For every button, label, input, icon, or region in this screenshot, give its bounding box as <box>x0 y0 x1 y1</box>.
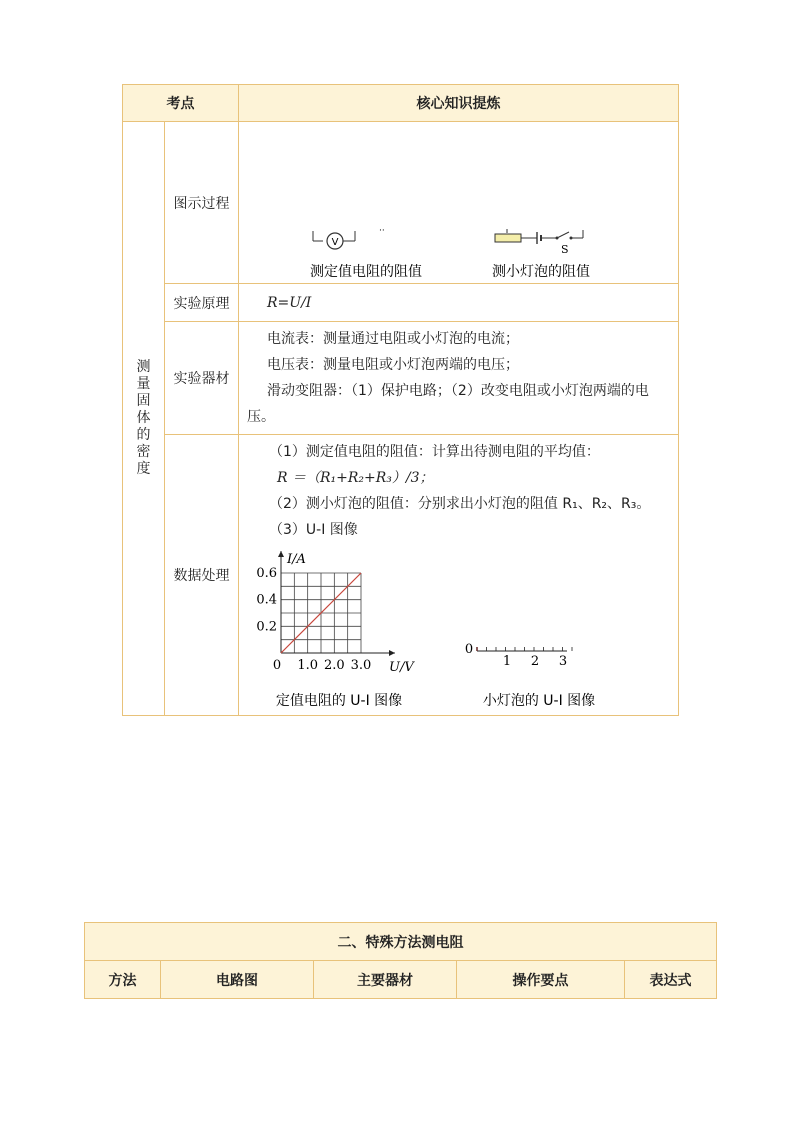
table2-title: 二、特殊方法测电阻 <box>85 923 717 961</box>
chart-caption-left: 定值电阻的 U-I 图像 <box>275 693 403 709</box>
lamp-ui-chart <box>465 642 572 669</box>
x-tick-label: 1 <box>502 654 512 669</box>
x-tick-label: 3.0 <box>350 658 372 673</box>
col-circuit: 电路图 <box>161 961 314 999</box>
process-diagram <box>239 123 677 283</box>
label-process: 图示过程 <box>165 122 239 284</box>
caption-fixed-resistor: 测定值电阻的阻值 <box>310 263 422 280</box>
principle-formula: R=U/I <box>267 294 312 311</box>
row-equipment <box>123 322 679 435</box>
row-process <box>123 122 679 284</box>
label-principle: 实验原理 <box>165 284 239 322</box>
label-equipment: 实验器材 <box>165 322 239 435</box>
x-tick-label: 0 <box>272 658 282 673</box>
x-tick-label: 1.0 <box>297 658 319 673</box>
data-line-3: （2）测小灯泡的阻值：分别求出小灯泡的阻值 R₁、R₂、R₃。 <box>269 496 651 512</box>
col-method: 方法 <box>85 961 161 999</box>
table-header-row <box>123 85 679 122</box>
data-line-4: （3）U-I 图像 <box>269 522 358 538</box>
chart-caption-right: 小灯泡的 U-I 图像 <box>482 693 596 709</box>
label-data: 数据处理 <box>165 435 239 716</box>
x-tick-label: 2.0 <box>323 658 345 673</box>
equipment-line: 压。 <box>247 409 275 425</box>
col-expression: 表达式 <box>625 961 717 999</box>
header-core-knowledge: 核心知识提炼 <box>239 85 679 122</box>
equipment-line: 电压表：测量电阻或小灯泡两端的电压； <box>267 357 519 373</box>
data-line-2: R ＝（R₁+R₂+R₃）/3； <box>277 470 434 486</box>
process-diagram-cell <box>239 122 679 284</box>
x-tick-label: 3 <box>558 654 568 669</box>
row-data <box>123 435 679 716</box>
col-equipment: 主要器材 <box>314 961 457 999</box>
section-label: 测量固体的密度 <box>136 359 151 477</box>
table2-title-row <box>85 923 717 961</box>
fixed-resistor-ui-chart <box>256 551 415 675</box>
y-axis-label: I/A <box>287 552 306 567</box>
lamp-circuit <box>495 229 583 256</box>
caption-lamp: 测小灯泡的阻值 <box>492 263 590 280</box>
col-key-points: 操作要点 <box>457 961 625 999</box>
x-axis-label: U/V <box>389 660 414 675</box>
table2-header-row <box>85 961 717 999</box>
x-tick-label: 0 <box>464 642 474 657</box>
equipment-line: 电流表：测量通过电阻或小灯泡的电流； <box>267 331 519 347</box>
svg-text:··: ·· <box>379 225 385 236</box>
row-principle <box>123 284 679 322</box>
resistor-icon <box>495 234 521 242</box>
equipment-line: 滑动变阻器：（1）保护电路；（2）改变电阻或小灯泡两端的电 <box>267 383 649 399</box>
y-tick-label: 0.6 <box>256 566 277 581</box>
switch-label: S <box>561 242 569 256</box>
data-line-1: （1）测定值电阻的阻值：计算出待测电阻的平均值： <box>269 444 600 460</box>
knowledge-table <box>122 84 679 716</box>
header-kaodian: 考点 <box>123 85 239 122</box>
switch-icon <box>557 232 569 238</box>
x-tick-label: 2 <box>530 654 540 669</box>
meter-symbol: V <box>331 236 339 248</box>
ui-charts <box>256 543 669 711</box>
y-tick-label: 0.2 <box>256 619 277 635</box>
y-tick-label: 0.4 <box>256 592 277 608</box>
section-label-cell <box>123 122 165 716</box>
voltmeter-circuit <box>313 226 385 249</box>
y-axis-arrow <box>278 551 284 557</box>
special-methods-table <box>84 922 717 999</box>
x-axis-arrow <box>389 650 395 656</box>
